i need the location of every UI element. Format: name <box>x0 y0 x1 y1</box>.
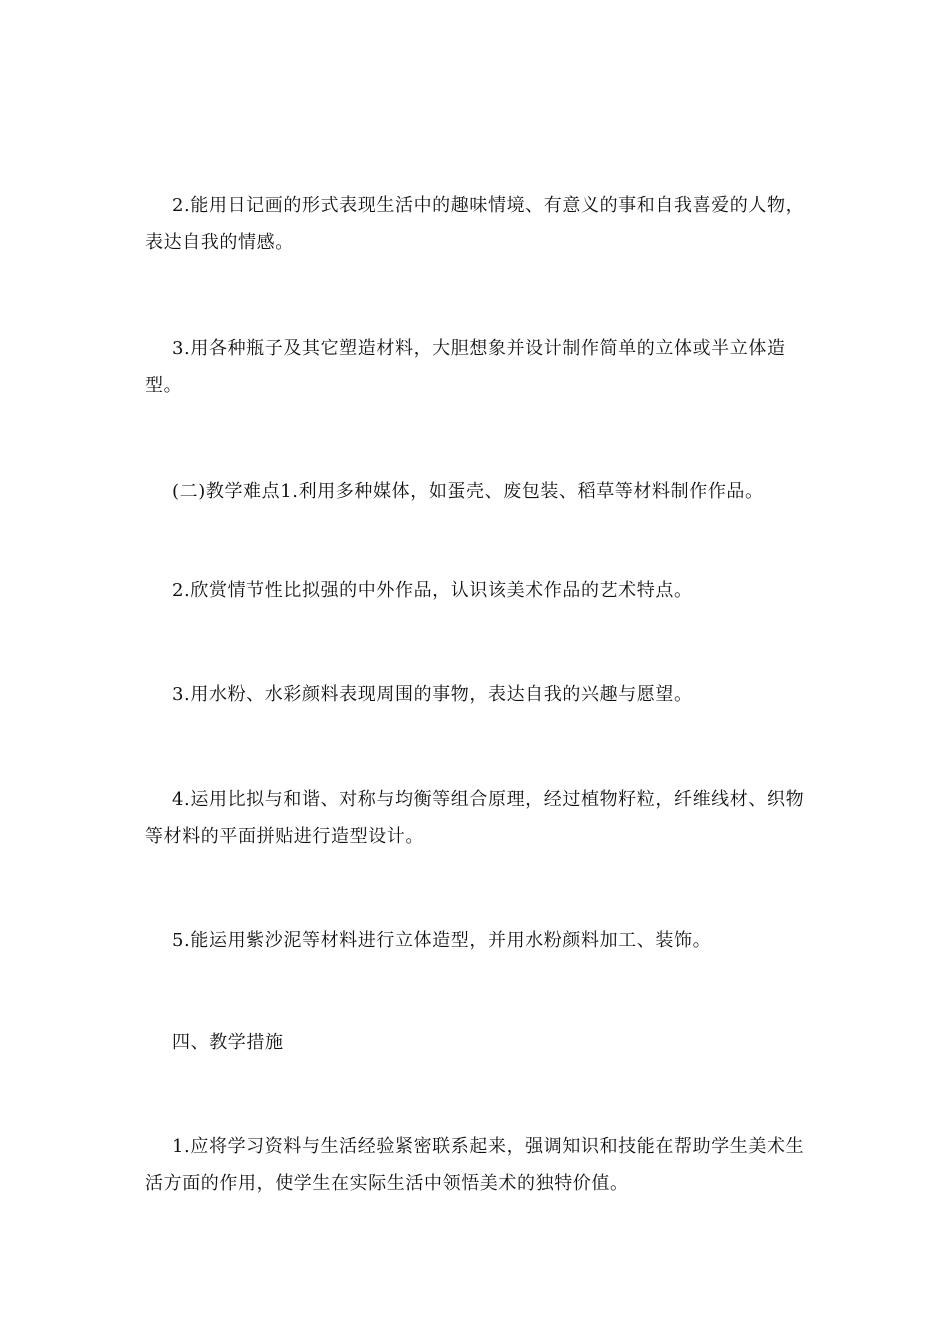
paragraph-difficulty-2: 2.欣赏情节性比拟强的中外作品，认识该美术作品的艺术特点。 <box>172 580 693 601</box>
paragraph-difficulty-5: 5.能运用紫沙泥等材料进行立体造型，并用水粉颜料加工、装饰。 <box>172 930 712 951</box>
paragraph-difficulty-3: 3.用水粉、水彩颜料表现周围的事物，表达自我的兴趣与愿望。 <box>172 684 693 705</box>
paragraph-measure-1: 1.应将学习资料与生活经验紧密联系起来，强调知识和技能在帮助学生美术生活方面的作用，使学生在实际生活中领悟美术的独特价值。 <box>145 1136 805 1194</box>
paragraph-difficulty-1: (二)教学难点1.利用多种媒体，如蛋壳、废包装、稻草等材料制作作品。 <box>172 481 764 502</box>
paragraph-goal-3: 3.用各种瓶子及其它塑造材料，大胆想象并设计制作简单的立体或半立体造型。 <box>145 338 786 396</box>
section-heading-measures: 四、教学措施 <box>172 1032 284 1053</box>
paragraph-difficulty-4: 4.运用比拟与和谐、对称与均衡等组合原理，经过植物籽粒，纤维线材、织物等材料的平面拼贴进行造型设计。 <box>145 789 805 847</box>
paragraph-goal-2: 2.能用日记画的形式表现生活中的趣味情境、有意义的事和自我喜爱的人物，表达自我的情感。 <box>145 195 805 253</box>
